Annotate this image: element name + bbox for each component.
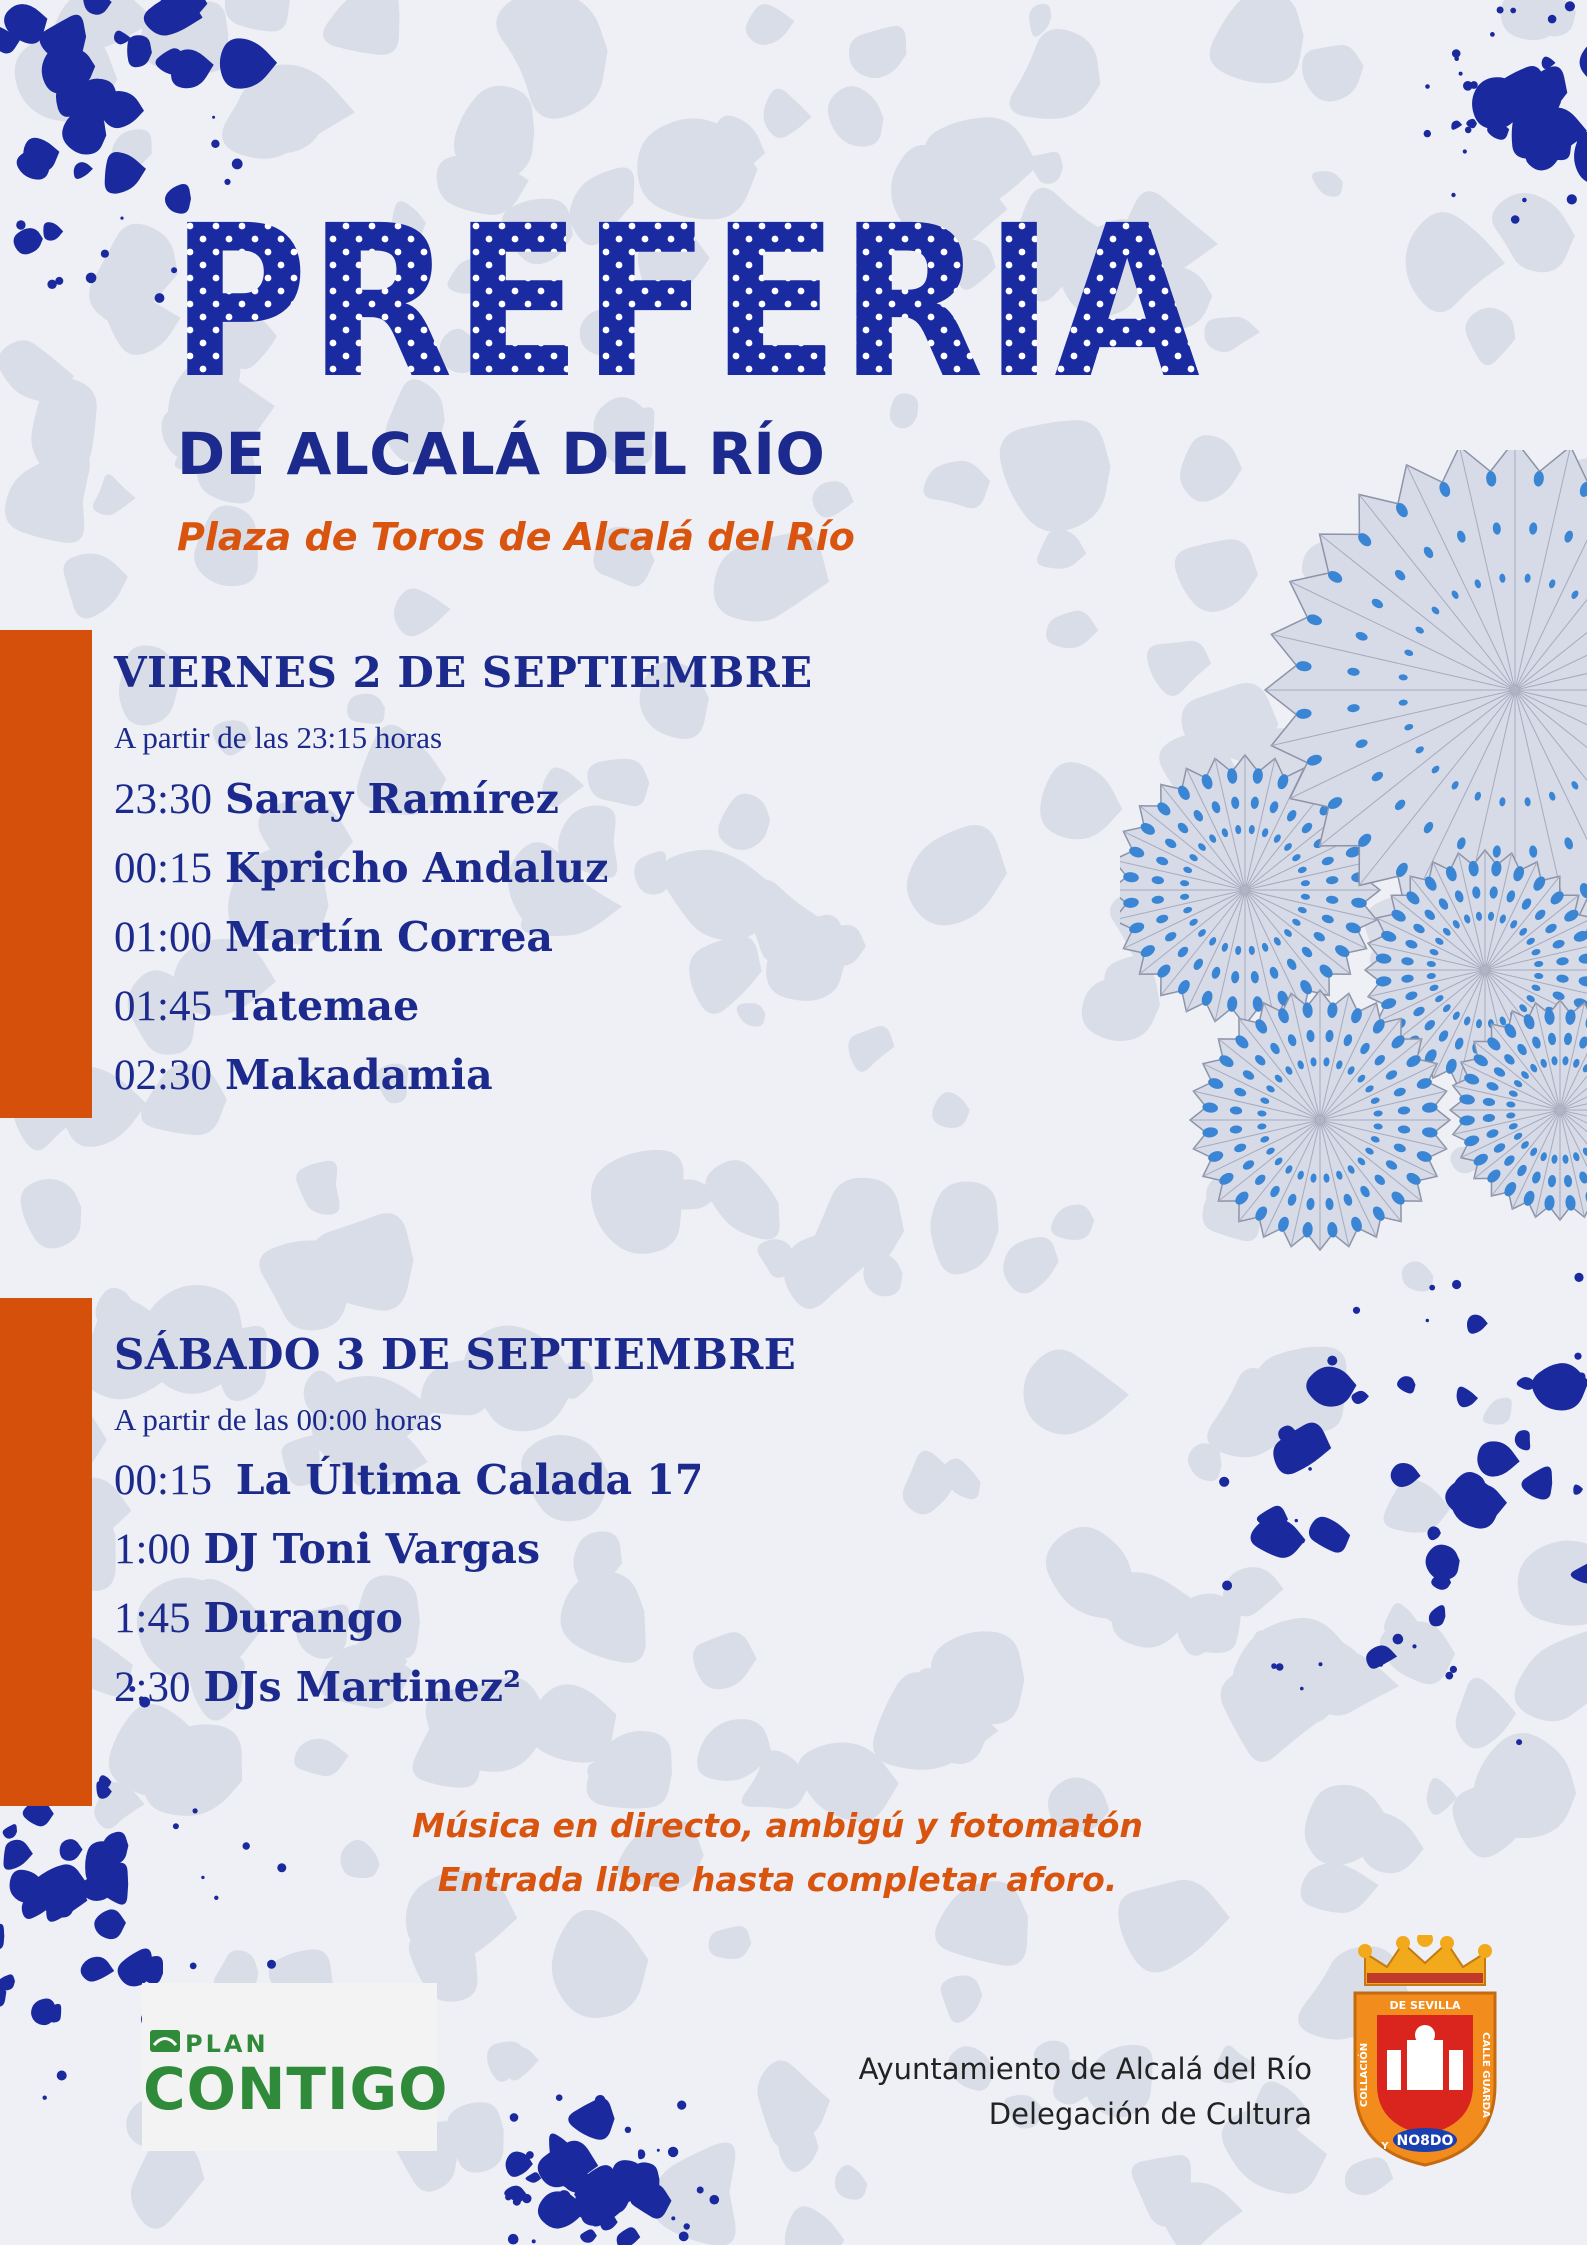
texture-blob — [923, 461, 990, 509]
town-crest-icon — [1345, 1935, 1505, 2170]
texture-blob — [718, 794, 770, 850]
splat-dot — [1295, 1431, 1304, 1440]
splat-dot — [513, 2198, 521, 2206]
splat-dot — [1300, 1539, 1305, 1544]
splat-dot — [120, 217, 123, 220]
texture-blob — [1003, 1237, 1058, 1293]
splat-dot — [1445, 1672, 1453, 1680]
texture-blob — [634, 851, 667, 894]
orange-bar-friday — [0, 630, 92, 1118]
act-time: 2:30 — [114, 1664, 191, 1711]
texture-blob — [907, 825, 1007, 925]
splat-dot — [173, 1823, 179, 1829]
splat-dot — [1463, 149, 1467, 153]
texture-blob — [746, 4, 795, 45]
splat-dot — [697, 2187, 704, 2194]
texture-blob — [1000, 420, 1111, 532]
texture-blob — [1515, 1430, 1530, 1450]
splat-dot — [1454, 56, 1459, 61]
texture-blob — [93, 474, 136, 515]
splat-dot — [1425, 84, 1430, 89]
splat-dot — [1295, 1519, 1298, 1522]
splat-dot — [1327, 1356, 1337, 1366]
act-time: 00:15 — [114, 845, 212, 892]
texture-blob — [1427, 1526, 1441, 1540]
splat-dot — [1319, 1662, 1323, 1666]
splat-dot — [1510, 8, 1516, 14]
splat-dot — [1450, 1666, 1457, 1673]
splat-dot — [1522, 198, 1527, 203]
texture-blob — [394, 588, 451, 636]
crest-top-text: DE SEVILLA — [1389, 1999, 1461, 2012]
splat-dot — [214, 1896, 218, 1900]
splat-dot — [526, 2151, 534, 2159]
texture-blob — [127, 35, 152, 67]
splat-dot — [1511, 215, 1520, 224]
splat-dot — [1276, 1663, 1284, 1671]
splat-dot — [1219, 1477, 1229, 1487]
list-item — [114, 1653, 703, 1722]
list-item — [114, 1446, 703, 1515]
list-item — [114, 834, 608, 903]
texture-blob — [1451, 121, 1462, 130]
texture-blob — [1160, 2182, 1243, 2245]
splat-dot — [243, 1842, 250, 1849]
act-time: 02:30 — [114, 1052, 212, 1099]
texture-blob — [1429, 1605, 1446, 1626]
splat-dot — [1426, 1319, 1429, 1322]
poster-title — [170, 205, 1250, 395]
texture-blob — [1302, 45, 1364, 102]
act-name: DJs Martinez² — [203, 1663, 522, 1711]
texture-blob — [757, 2060, 830, 2148]
footer-department: Delegación de Cultura — [988, 2097, 1312, 2131]
texture-blob — [1465, 1485, 1507, 1522]
texture-blob — [591, 1150, 684, 1254]
act-name: Kpricho Andaluz — [225, 844, 609, 892]
texture-blob — [941, 1975, 983, 2022]
list-item — [114, 1041, 608, 1110]
list-item — [114, 1584, 703, 1653]
texture-blob — [835, 2165, 868, 2200]
splat-dot — [1459, 72, 1463, 76]
texture-blob — [131, 2138, 204, 2229]
splat-dot — [1300, 1460, 1304, 1464]
texture-blob — [0, 1924, 4, 1951]
act-name: Tatemae — [225, 982, 420, 1030]
texture-blob — [764, 89, 812, 138]
texture-blob — [526, 2172, 542, 2183]
texture-blob — [1046, 611, 1098, 648]
texture-blob — [1309, 1517, 1350, 1553]
splat-dot — [1451, 193, 1455, 197]
texture-blob — [1210, 0, 1304, 83]
texture-blob — [0, 1974, 15, 1990]
texture-blob — [1512, 110, 1544, 158]
act-name: Saray Ramírez — [225, 775, 559, 823]
texture-blob — [1522, 1466, 1553, 1499]
day-heading: VIERNES 2 DE SEPTIEMBRE — [114, 648, 813, 697]
texture-blob — [81, 1957, 115, 1982]
list-item — [114, 972, 608, 1041]
texture-blob — [1384, 1479, 1451, 1532]
act-time: 01:45 — [114, 983, 212, 1030]
texture-blob — [568, 2098, 614, 2140]
crest-right-text: CALLE GUARDA — [1480, 2032, 1491, 2118]
texture-blob — [1023, 1349, 1129, 1434]
notice-line: Entrada libre hasta completar aforo. — [437, 1860, 1118, 1899]
texture-blob — [705, 1160, 779, 1239]
plan-logo-small-text: PLAN — [185, 2030, 269, 2058]
splat-dot — [1429, 1285, 1435, 1291]
texture-blob — [294, 1739, 348, 1776]
texture-blob — [1492, 193, 1575, 272]
splat-dot — [1490, 32, 1495, 37]
splat-dot — [211, 140, 219, 148]
texture-blob — [1483, 1398, 1512, 1425]
splat-dot — [1412, 1644, 1416, 1648]
texture-blob — [932, 1092, 970, 1128]
texture-blob — [1515, 1630, 1587, 1721]
act-list-saturday — [114, 1446, 703, 1722]
act-list-friday — [114, 765, 608, 1110]
splat-dot — [1565, 1, 1575, 11]
texture-blob — [1406, 212, 1505, 312]
texture-blob — [3, 1824, 17, 1839]
act-name: Martín Correa — [225, 913, 553, 961]
splat-dot — [1353, 1307, 1360, 1314]
splat-dot — [510, 2113, 519, 2122]
texture-blob — [1532, 1363, 1587, 1410]
notice-line: Música en directo, ambigú y fotomatón — [412, 1806, 1143, 1845]
list-item — [114, 1515, 703, 1584]
splat-dot — [201, 1876, 204, 1879]
texture-blob — [930, 1182, 998, 1275]
splat-dot — [212, 116, 215, 119]
texture-blob — [1040, 762, 1122, 839]
texture-blob — [1051, 1204, 1094, 1239]
texture-blob — [1580, 41, 1587, 87]
splat-dot — [155, 293, 165, 303]
orange-bar-saturday — [0, 1298, 92, 1806]
texture-blob — [74, 162, 93, 179]
splat-dot — [671, 2216, 675, 2220]
splat-dot — [508, 2234, 519, 2245]
texture-blob — [1351, 1391, 1368, 1404]
act-time: 1:00 — [114, 1526, 191, 1573]
crest-bottom-text: Y — [1381, 2141, 1389, 2152]
splat-dot — [668, 2147, 678, 2157]
splat-dot — [1393, 1634, 1404, 1645]
splat-dot — [245, 69, 252, 76]
crown-icon — [1358, 1935, 1492, 1985]
splat-dot — [1470, 81, 1478, 89]
texture-blob — [323, 0, 399, 55]
texture-blob — [225, 0, 291, 32]
venue-text: Plaza de Toros de Alcalá del Río — [177, 515, 855, 559]
splat-dot — [55, 277, 63, 285]
texture-blob — [1312, 171, 1343, 197]
splat-dot — [232, 159, 243, 170]
splat-dot — [1452, 1280, 1461, 1289]
footer-organizer: Ayuntamiento de Alcalá del Río — [858, 2052, 1312, 2086]
texture-blob — [1037, 529, 1086, 568]
texture-blob — [1457, 1387, 1478, 1408]
splat-dot — [595, 2113, 603, 2121]
splat-dot — [224, 179, 230, 185]
texture-blob — [1477, 1441, 1519, 1476]
splat-dot — [1465, 127, 1472, 134]
splat-dot — [1424, 130, 1431, 137]
splat-dot — [1271, 1663, 1277, 1669]
splat-dot — [16, 220, 25, 229]
poster-subtitle: DE ALCALÁ DEL RÍO — [177, 420, 826, 488]
day-start-time: A partir de las 23:15 horas — [114, 720, 443, 755]
splat-dot — [1300, 1687, 1304, 1691]
act-time: 1:45 — [114, 1595, 191, 1642]
splat-dot — [710, 2195, 720, 2205]
texture-blob — [709, 1926, 752, 1959]
crest-badge-text: NO8DO — [1396, 2133, 1454, 2149]
splat-dot — [522, 2194, 531, 2203]
splat-dot — [43, 2096, 47, 2100]
splat-dot — [193, 1808, 198, 1813]
splat-dot — [1222, 1581, 1232, 1591]
paper-fans-decoration — [1120, 450, 1587, 1280]
splat-dot — [1567, 194, 1577, 204]
texture-blob — [1467, 1315, 1488, 1334]
splat-dot — [1308, 1467, 1312, 1471]
splat-dot — [1548, 15, 1557, 24]
splat-dot — [1574, 1353, 1581, 1360]
act-name: DJ Toni Vargas — [203, 1525, 541, 1573]
texture-blob — [785, 2206, 844, 2245]
list-item — [114, 903, 608, 972]
texture-blob — [259, 1240, 351, 1330]
list-item — [114, 765, 608, 834]
texture-blob — [1573, 1485, 1583, 1495]
poster-title-text: PREFERIA — [170, 205, 1200, 395]
act-time: 01:00 — [114, 914, 212, 961]
splat-dot — [1516, 1739, 1522, 1745]
texture-blob — [1046, 1527, 1135, 1619]
splat-dot — [1578, 1373, 1586, 1381]
texture-blob — [1301, 1863, 1379, 1913]
texture-blob — [552, 1910, 649, 2018]
texture-blob — [828, 86, 884, 146]
texture-blob — [617, 2227, 641, 2245]
splat-dot — [595, 2095, 606, 2106]
day-heading: SÁBADO 3 DE SEPTIEMBRE — [114, 1330, 797, 1379]
texture-blob — [1465, 308, 1515, 366]
texture-blob — [1427, 1778, 1457, 1815]
act-time: 00:15 — [114, 1457, 223, 1504]
splat-dot — [679, 2232, 689, 2242]
splat-dot — [101, 250, 109, 258]
splat-dot — [57, 2071, 67, 2081]
texture-blob — [638, 2149, 645, 2159]
act-name: Makadamia — [225, 1051, 493, 1099]
texture-blob — [21, 1179, 82, 1249]
texture-blob — [94, 1909, 126, 1939]
plan-logo-big-text: CONTIGO — [143, 2055, 449, 2123]
texture-blob — [43, 222, 63, 240]
act-name: Durango — [203, 1594, 403, 1642]
splat-dot — [505, 2194, 511, 2200]
splat-dot — [591, 2106, 597, 2112]
texture-blob — [737, 1003, 766, 1027]
splat-dot — [267, 1960, 276, 1969]
splat-dot — [1379, 1663, 1383, 1667]
splat-dot — [677, 2101, 686, 2110]
texture-blob — [60, 1839, 83, 1861]
splat-dot — [190, 1963, 197, 1970]
texture-blob — [296, 1161, 340, 1215]
texture-blob — [1010, 29, 1101, 119]
splat-dot — [684, 2223, 690, 2229]
act-time: 23:30 — [114, 776, 212, 823]
plan-contigo-emblem-icon — [150, 2030, 180, 2052]
texture-blob — [848, 1026, 894, 1072]
texture-blob — [1397, 1376, 1415, 1393]
texture-blob — [689, 936, 762, 1014]
splat-dot — [585, 2113, 591, 2119]
splat-dot — [86, 273, 97, 284]
texture-blob — [580, 2229, 597, 2242]
texture-blob — [14, 228, 43, 254]
act-name: La Última Calada 17 — [235, 1456, 704, 1504]
splat-dot — [1497, 7, 1504, 14]
crest-left-text: COLLACIÓN — [1359, 2042, 1370, 2108]
texture-blob — [3, 1840, 32, 1870]
texture-blob — [101, 1832, 128, 1867]
splat-dot — [277, 1863, 286, 1872]
texture-blob — [1518, 1541, 1587, 1626]
splat-dot — [556, 2094, 563, 2101]
splat-dot — [532, 2239, 536, 2243]
splat-dot — [657, 2149, 660, 2152]
texture-blob — [849, 26, 906, 78]
texture-blob — [63, 554, 127, 619]
day-start-time: A partir de las 00:00 horas — [114, 1402, 443, 1437]
splat-dot — [625, 2127, 631, 2133]
texture-blob — [890, 393, 918, 428]
